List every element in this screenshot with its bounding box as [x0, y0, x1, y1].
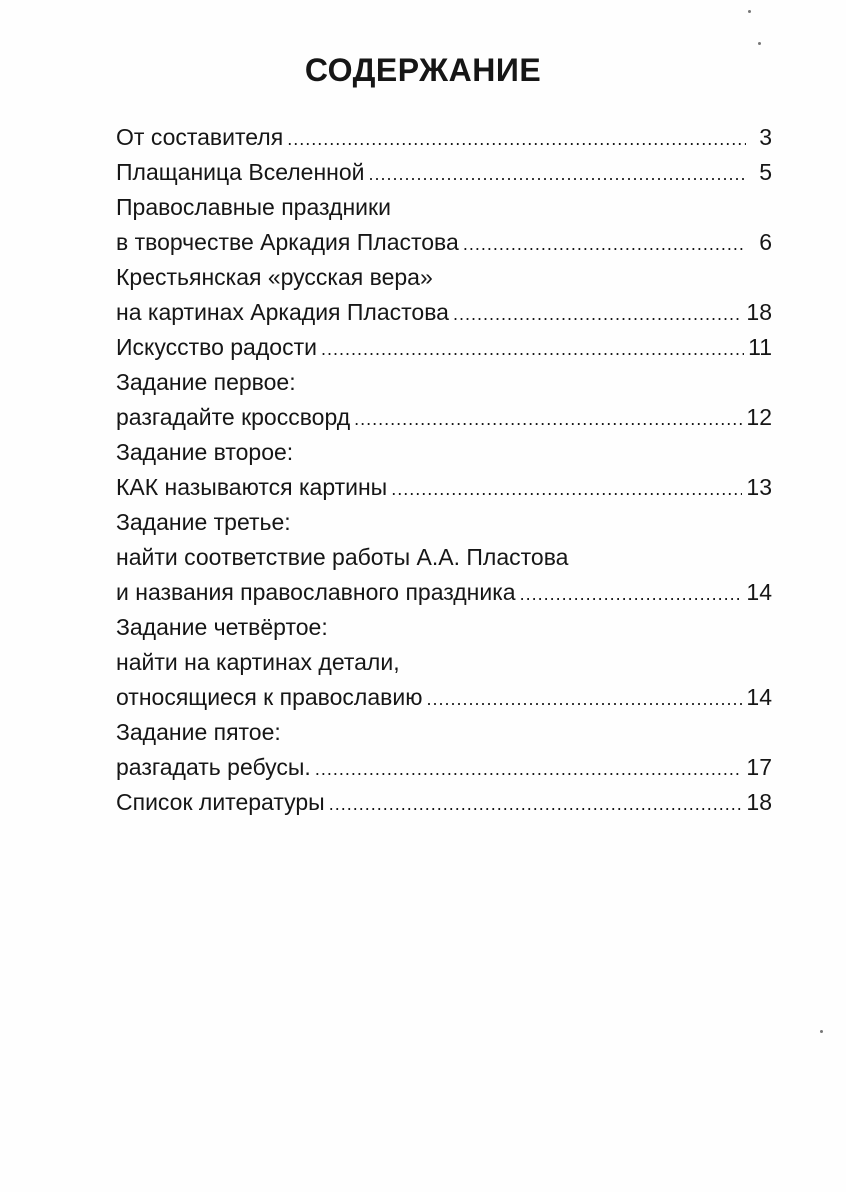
toc-page-number: 13 — [746, 474, 772, 500]
toc-entry — [116, 435, 772, 505]
toc-entry-line — [116, 645, 772, 680]
toc-entry-title: Плащаница Вселенной — [116, 159, 365, 185]
dot-leader — [426, 682, 742, 715]
toc-entry — [116, 610, 772, 715]
toc-entry-title: Задание пятое: — [116, 719, 281, 745]
toc-entry-title: Крестьянская «русская вера» — [116, 264, 433, 290]
toc-entry — [116, 715, 772, 785]
toc-entry-line-final — [116, 680, 772, 715]
toc-entry — [116, 190, 772, 260]
dot-leader — [463, 227, 746, 260]
dot-leader — [354, 402, 742, 435]
scan-speck — [748, 10, 751, 13]
toc-entry-title: Задание третье: — [116, 509, 291, 535]
toc-entry-line — [116, 190, 772, 225]
toc-entry-title: Православные праздники — [116, 194, 391, 220]
toc-page-number: 14 — [746, 684, 772, 710]
toc-entry-title: Искусство радости — [116, 334, 317, 360]
toc-entry-line-final — [116, 155, 772, 190]
toc-entry-line — [116, 715, 772, 750]
toc-entry-line-final — [116, 785, 772, 820]
toc-page-number: 6 — [759, 229, 772, 255]
toc-page-number: 14 — [746, 579, 772, 605]
toc-entry-title: разгадайте кроссворд — [116, 404, 351, 430]
toc-entry-title: От составителя — [116, 124, 284, 150]
toc-page-number: 5 — [759, 159, 772, 185]
toc-entry-line — [116, 505, 772, 540]
toc-entry — [116, 260, 772, 330]
dot-leader — [369, 157, 747, 190]
toc-page-number: 3 — [759, 124, 772, 150]
dot-leader — [315, 752, 743, 785]
table-of-contents — [116, 120, 772, 820]
scan-speck — [758, 42, 761, 45]
toc-entry-title: найти на картинах детали, — [116, 649, 400, 675]
toc-entry-line — [116, 365, 772, 400]
toc-entry-title: Список литературы — [116, 789, 325, 815]
toc-entry-line-final — [116, 750, 772, 785]
toc-entry-title: разгадать ребусы. — [116, 754, 311, 780]
toc-entry-title: на картинах Аркадия Пластова — [116, 299, 449, 325]
toc-entry — [116, 365, 772, 435]
toc-entry-line — [116, 610, 772, 645]
dot-leader — [453, 297, 742, 330]
dot-leader — [321, 332, 744, 365]
toc-entry — [116, 330, 772, 365]
toc-entry — [116, 505, 772, 610]
toc-entry-line — [116, 540, 772, 575]
toc-entry-line-final — [116, 330, 772, 365]
page-title: СОДЕРЖАНИЕ — [304, 52, 542, 88]
scan-speck — [820, 1030, 823, 1033]
dot-leader — [329, 787, 743, 820]
toc-page-number: 11 — [748, 334, 772, 360]
toc-entry-title: и названия православного праздника — [116, 579, 516, 605]
toc-entry-line-final — [116, 120, 772, 155]
dot-leader — [287, 122, 746, 155]
toc-page-number: 12 — [746, 404, 772, 430]
toc-entry-title: найти соответствие работы А.А. Пластова — [116, 544, 569, 570]
toc-entry-title: Задание первое: — [116, 369, 296, 395]
toc-entry-line-final — [116, 400, 772, 435]
toc-entry-line-final — [116, 575, 772, 610]
toc-entry-line-final — [116, 295, 772, 330]
toc-entry-line — [116, 260, 772, 295]
toc-entry-title: относящиеся к православию — [116, 684, 423, 710]
toc-entry — [116, 785, 772, 820]
toc-page-number: 17 — [746, 754, 772, 780]
toc-entry — [116, 120, 772, 155]
toc-page-number: 18 — [746, 299, 772, 325]
toc-entry-title: КАК называются картины — [116, 474, 388, 500]
dot-leader — [391, 472, 742, 505]
toc-entry-line-final — [116, 225, 772, 260]
toc-entry-line — [116, 435, 772, 470]
toc-entry-title: Задание четвёртое: — [116, 614, 328, 640]
toc-entry-title: в творчестве Аркадия Пластова — [116, 229, 459, 255]
toc-entry-title: Задание второе: — [116, 439, 294, 465]
toc-entry-line-final — [116, 470, 772, 505]
dot-leader — [520, 577, 743, 610]
toc-page-number: 18 — [746, 789, 772, 815]
toc-entry — [116, 155, 772, 190]
